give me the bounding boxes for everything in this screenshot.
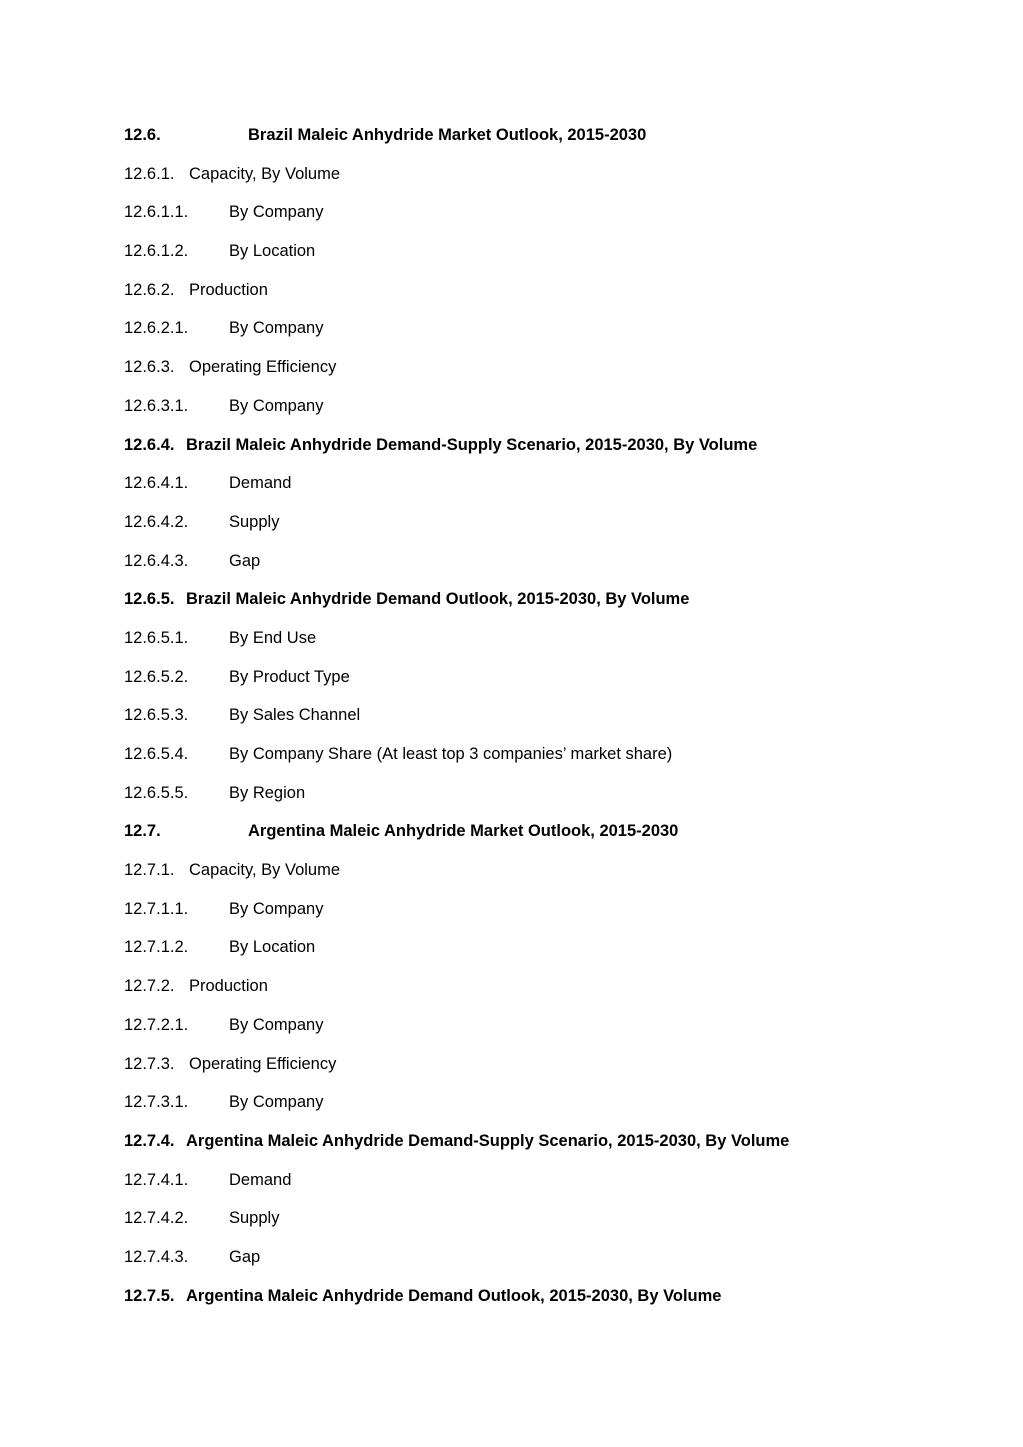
toc-number: 12.6.5. bbox=[124, 590, 175, 609]
toc-number: 12.7.1.2. bbox=[124, 938, 189, 957]
toc-entry-12-7-1-1 bbox=[124, 898, 984, 937]
toc-title: Brazil Maleic Anhydride Market Outlook, 2015-2030 bbox=[248, 126, 647, 144]
toc-title: By Company bbox=[229, 396, 324, 415]
toc-number: 12.6.1.2. bbox=[124, 242, 189, 261]
toc-entry-12-6-5-1 bbox=[124, 627, 984, 666]
toc-title: By Product Type bbox=[229, 667, 350, 686]
toc-entry-12-7 bbox=[124, 820, 984, 859]
toc-number: 12.6.3.1. bbox=[124, 396, 189, 415]
toc-number: 12.6.4.3. bbox=[124, 551, 189, 570]
toc-number: 12.7.4. bbox=[124, 1131, 175, 1150]
toc-title: By Company bbox=[229, 203, 324, 222]
toc-title: Demand bbox=[229, 1170, 292, 1189]
toc-entry-12-6-1 bbox=[124, 163, 984, 202]
toc-title: Argentina Maleic Anhydride Market Outlook, 2015-2030 bbox=[248, 822, 679, 841]
toc-number: 12.6.2. bbox=[124, 280, 175, 299]
toc-number: 12.7.1.1. bbox=[124, 899, 189, 918]
toc-title: By Company bbox=[229, 1093, 324, 1112]
toc-number: 12.6.1.1. bbox=[124, 203, 189, 222]
toc-number: 12.7.1. bbox=[124, 861, 175, 880]
toc-entry-12-6-5 bbox=[124, 588, 984, 627]
toc-number: 12.6.5.4. bbox=[124, 745, 189, 763]
toc-entry-12-6-1-1 bbox=[124, 201, 984, 240]
toc-title: Capacity, By Volume bbox=[189, 861, 341, 880]
toc-number: 12.7.4.1. bbox=[124, 1170, 189, 1189]
toc-title: By Company bbox=[229, 319, 324, 338]
toc-title: Brazil Maleic Anhydride Demand Outlook, 2015-2030, By Volume bbox=[186, 590, 690, 609]
toc-entry-12-6-2-1 bbox=[124, 317, 984, 356]
toc-title: Brazil Maleic Anhydride Demand-Supply Scenario, 2015-2030, By Volume bbox=[186, 435, 758, 454]
toc-number: 12.7.2. bbox=[124, 977, 175, 996]
toc-title: By Company bbox=[229, 899, 324, 918]
toc-number: 12.7.4.3. bbox=[124, 1247, 189, 1266]
toc-entry-12-7-4-3 bbox=[124, 1246, 984, 1285]
toc-number: 12.6.5.5. bbox=[124, 783, 189, 802]
toc-title: Argentina Maleic Anhydride Demand-Supply Scenario, 2015-2030, By Volume bbox=[186, 1131, 790, 1150]
toc-title: By Company Share (At least top 3 companies’ market share) bbox=[229, 745, 673, 763]
toc-number: 12.6.4.1. bbox=[124, 474, 189, 493]
toc-title: By End Use bbox=[229, 628, 317, 647]
toc-number: 12.7.3. bbox=[124, 1054, 175, 1073]
toc-entry-12-7-5 bbox=[124, 1285, 984, 1324]
toc-entry-12-6-5-2 bbox=[124, 666, 984, 705]
toc-number: 12.6.4. bbox=[124, 435, 175, 454]
toc-title: Operating Efficiency bbox=[189, 1054, 337, 1073]
toc-entry-12-6-3 bbox=[124, 356, 984, 395]
toc-entry-12-7-3-1 bbox=[124, 1091, 984, 1130]
toc-entry-12-6-4-3 bbox=[124, 550, 984, 589]
toc-entry-12-6-4-1 bbox=[124, 472, 984, 511]
toc-title: Supply bbox=[229, 512, 280, 531]
toc-entry-12-7-2 bbox=[124, 975, 984, 1014]
toc-entry-12-6-4 bbox=[124, 434, 984, 473]
toc-entry-12-6-5-5 bbox=[124, 782, 984, 821]
toc-title: Production bbox=[189, 280, 268, 299]
toc-entry-12-7-3 bbox=[124, 1053, 984, 1092]
toc-title: Demand bbox=[229, 474, 292, 493]
toc-title: Capacity, By Volume bbox=[189, 164, 341, 183]
toc-number: 12.7.2.1. bbox=[124, 1015, 189, 1034]
toc-title: Gap bbox=[229, 1247, 261, 1266]
toc-number: 12.7.4.2. bbox=[124, 1209, 189, 1228]
toc-title: Operating Efficiency bbox=[189, 358, 337, 377]
toc-title: Argentina Maleic Anhydride Demand Outlook, 2015-2030, By Volume bbox=[186, 1286, 722, 1305]
toc-number: 12.6.5.1. bbox=[124, 628, 189, 647]
toc-title: By Region bbox=[229, 783, 306, 802]
toc-entry-12-6-5-3 bbox=[124, 704, 984, 743]
toc-title: By Sales Channel bbox=[229, 706, 361, 725]
toc-entry-12-6-1-2 bbox=[124, 240, 984, 279]
toc-number: 12.6.3. bbox=[124, 358, 175, 377]
toc-entry-12-7-4-1 bbox=[124, 1169, 984, 1208]
toc-title: Supply bbox=[229, 1209, 280, 1228]
toc-entry-12-6-2 bbox=[124, 279, 984, 318]
toc-title: By Company bbox=[229, 1015, 324, 1034]
toc-number: 12.6.2.1. bbox=[124, 319, 189, 338]
toc-entry-12-7-2-1 bbox=[124, 1014, 984, 1053]
toc-number: 12.7.5. bbox=[124, 1286, 175, 1305]
toc-number: 12.7.3.1. bbox=[124, 1093, 189, 1112]
toc-entry-12-6 bbox=[124, 124, 984, 163]
toc-entry-12-6-5-4 bbox=[124, 743, 984, 782]
toc-number: 12.6.1. bbox=[124, 164, 175, 183]
toc-entry-12-7-4 bbox=[124, 1130, 984, 1169]
toc-number: 12.6.5.2. bbox=[124, 667, 189, 686]
toc-entry-12-7-1-2 bbox=[124, 936, 984, 975]
table-of-contents bbox=[124, 124, 984, 1323]
toc-title: Gap bbox=[229, 551, 261, 570]
toc-entry-12-7-4-2 bbox=[124, 1207, 984, 1246]
toc-entry-12-6-3-1 bbox=[124, 395, 984, 434]
toc-entry-12-6-4-2 bbox=[124, 511, 984, 550]
toc-title: By Location bbox=[229, 938, 316, 957]
toc-entry-12-7-1 bbox=[124, 859, 984, 898]
toc-number: 12.7. bbox=[124, 822, 161, 841]
toc-number: 12.6.4.2. bbox=[124, 512, 189, 531]
toc-title: By Location bbox=[229, 242, 316, 261]
toc-number: 12.6.5.3. bbox=[124, 706, 189, 725]
toc-title: Production bbox=[189, 977, 268, 996]
toc-number: 12.6. bbox=[124, 126, 161, 144]
